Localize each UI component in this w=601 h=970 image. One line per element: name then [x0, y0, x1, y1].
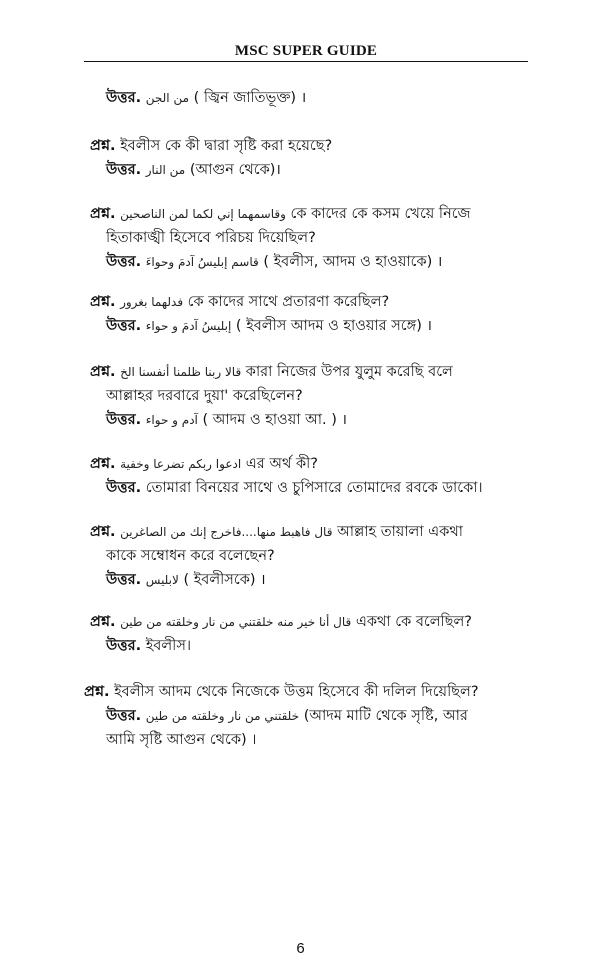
question-continuation: আল্লাহর দরবারে দুয়া' করেছিলেন? — [106, 388, 303, 404]
answer-label: উত্তর. — [106, 412, 142, 428]
answer-arabic: قاسم إبليسُ آدمَ وحواءَ — [145, 255, 259, 269]
question-line — [90, 134, 530, 158]
answer-label: উত্তর. — [106, 90, 142, 106]
answer-line — [90, 408, 530, 432]
qa-block-4 — [90, 290, 530, 338]
qa-block-1 — [90, 86, 530, 110]
page-number: 6 — [296, 940, 305, 957]
answer-line — [90, 634, 530, 658]
answer-line — [84, 704, 524, 728]
question-label: প্রশ্ন. — [90, 294, 116, 310]
answer-arabic: خلقتني من نار وخلقته من طين — [145, 709, 300, 723]
answer-line — [90, 250, 530, 274]
answer-label: উত্তর. — [106, 572, 142, 588]
qa-block-7 — [90, 520, 530, 592]
answer-label: উত্তর. — [106, 638, 142, 654]
answer-line — [90, 476, 530, 500]
question-line — [84, 680, 524, 704]
question-arabic: قال فاهبط منها....فاخرج إنك من الصاغرين — [120, 525, 333, 539]
question-label: প্রশ্ন. — [90, 456, 116, 472]
question-arabic: قال أنا خير منه خلقتني من نار وخلقته من طين — [120, 615, 352, 629]
header-title: MSC SUPER GUIDE — [234, 43, 378, 59]
answer-arabic: إبليسُ آدمَ و حواء — [145, 319, 232, 333]
answer-text: ( ইবলীস আদম ও হাওয়ার সঙ্গে) । — [235, 318, 432, 334]
answer-arabic: من النار — [145, 163, 186, 177]
answer-label: উত্তর. — [106, 318, 142, 334]
question-continuation: হিতাকাঙ্খী হিসেবে পরিচয় দিয়েছিল? — [106, 230, 316, 246]
question-text: আল্লাহ তায়ালা একথা — [337, 524, 463, 540]
answer-text: (আদম মাটি থেকে সৃষ্টি, আর — [303, 708, 468, 724]
answer-text: ( ইবলীস, আদম ও হাওয়াকে) । — [263, 254, 443, 270]
question-text: একথা কে বলেছিল? — [355, 614, 472, 630]
question-line — [90, 290, 530, 314]
answer-label: উত্তর. — [106, 708, 142, 724]
answer-line — [90, 158, 530, 182]
question-text: কারা নিজের উপর যুলুম করেছি বলে — [245, 364, 453, 380]
question-arabic: قالا ربنا ظلمنا أنفسنا الخ — [120, 365, 242, 379]
question-arabic: فدلهما بغرور — [120, 295, 184, 309]
question-text: কে কাদের সাথে প্রতারণা করেছিল? — [187, 294, 390, 310]
question-line — [90, 202, 530, 226]
answer-line — [90, 314, 530, 338]
answer-text: তোমারা বিনয়ের সাথে ও চুপিসারে তোমাদের রবকে ডাকো। — [145, 480, 483, 496]
question-text: ইবলীস আদম থেকে নিজেকে উত্তম হিসেবে কী দলিল দিয়েছিল? — [114, 684, 479, 700]
question-text: এর অর্থ কী? — [245, 456, 318, 472]
question-label: প্রশ্ন. — [84, 684, 110, 700]
answer-arabic: من الجن — [145, 91, 190, 105]
question-label: প্রশ্ন. — [90, 364, 116, 380]
question-line — [90, 360, 530, 384]
question-label: প্রশ্ন. — [90, 138, 116, 154]
answer-text: ( জ্বিন জাতিভূক্ত) । — [193, 90, 307, 106]
answer-text: (আগুন থেকে)। — [189, 162, 281, 178]
question-line — [90, 452, 530, 476]
answer-label: উত্তর. — [106, 162, 142, 178]
question-text: ইবলীস কে কী দ্বারা সৃষ্টি করা হয়েছে? — [120, 138, 333, 154]
qa-block-9 — [84, 680, 524, 752]
question-label: প্রশ্ন. — [90, 206, 116, 222]
question-arabic: وقاسمهما إني لكما لمن الناصحين — [120, 207, 286, 221]
answer-text: ইবলীস। — [145, 638, 192, 654]
question-text: কে কাদের কে কসম খেয়ে নিজে — [290, 206, 471, 222]
qa-block-2 — [90, 134, 530, 182]
qa-block-3 — [90, 202, 530, 274]
answer-arabic: آدم و حواء — [145, 413, 198, 427]
answer-line — [90, 568, 530, 592]
question-arabic: ادعوا ربكم تضرعا وخفية — [120, 457, 242, 471]
qa-block-5 — [90, 360, 530, 432]
answer-continuation: আমি সৃষ্টি আগুন থেকে) । — [106, 732, 257, 748]
question-label: প্রশ্ন. — [90, 524, 116, 540]
question-line — [90, 520, 530, 544]
qa-block-8 — [90, 610, 530, 658]
answer-line — [90, 86, 530, 110]
answer-text: ( ইবলীসকে) । — [183, 572, 266, 588]
answer-arabic: لابليس — [145, 573, 179, 587]
question-label: প্রশ্ন. — [90, 614, 116, 630]
qa-block-6 — [90, 452, 530, 500]
answer-label: উত্তর. — [106, 480, 142, 496]
question-continuation: কাকে সম্বোধন করে বলেছেন? — [106, 548, 275, 564]
answer-text: ( আদম ও হাওয়া আ. ) । — [202, 412, 347, 428]
page-header — [84, 40, 528, 62]
answer-label: উত্তর. — [106, 254, 142, 270]
question-line — [90, 610, 530, 634]
